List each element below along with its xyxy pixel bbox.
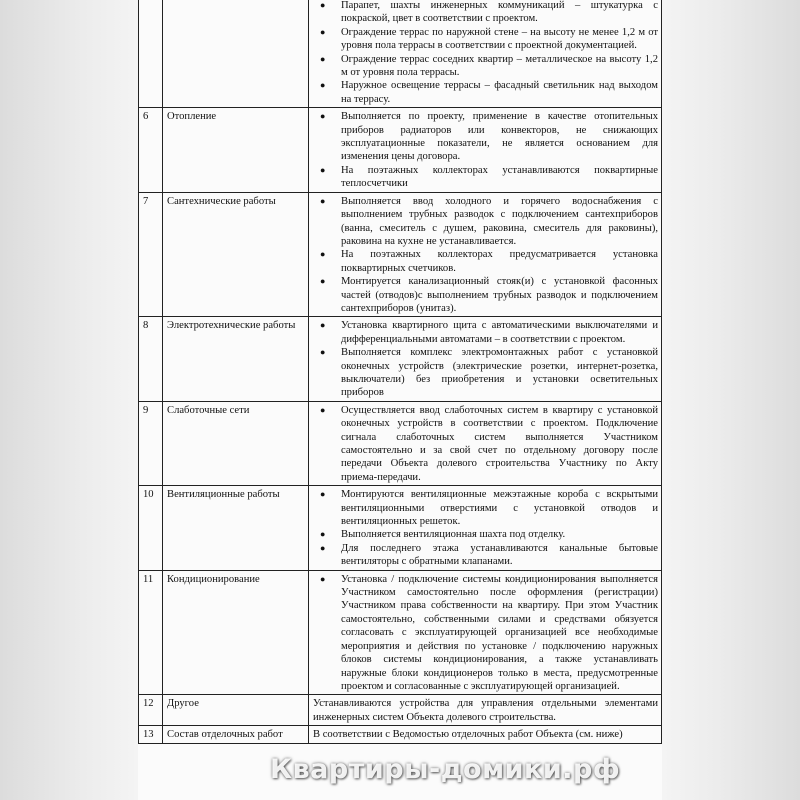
work-category: Другое: [163, 695, 309, 726]
table-row: [139, 108, 662, 192]
list-item: [313, 346, 658, 400]
list-item: [313, 488, 658, 528]
bullet-list: [313, 488, 658, 568]
work-category: Состав отделочных работ: [163, 726, 309, 743]
list-item: [313, 404, 658, 484]
list-item: [313, 528, 658, 541]
work-category: [163, 0, 309, 108]
list-item: [313, 164, 658, 191]
bullet-icon: ●: [320, 26, 326, 37]
work-category: Отопление: [163, 108, 309, 192]
background-left-margin: [0, 0, 138, 800]
row-number: 12: [139, 695, 163, 726]
bullet-icon: ●: [320, 489, 326, 500]
work-category: Электротехнические работы: [163, 317, 309, 401]
bullet-icon: ●: [320, 542, 326, 553]
work-description: [309, 192, 662, 317]
list-item: [313, 53, 658, 80]
list-item: [313, 542, 658, 569]
bullet-text: Выполняется вентиляционная шахта под отделку.: [341, 529, 566, 541]
row-number: 9: [139, 401, 163, 485]
work-description: [309, 401, 662, 485]
spec-table-body: [139, 0, 662, 743]
work-description: [309, 0, 662, 108]
bullet-text: Ограждение террас соседних квартир – металлическое на высоту 1,2 м от уровня пола террасы.: [341, 53, 658, 79]
list-item: [313, 319, 658, 346]
bullet-icon: ●: [320, 0, 326, 10]
bullet-icon: ●: [320, 573, 326, 584]
background-right-margin: [662, 0, 800, 800]
list-item: [313, 573, 658, 694]
bullet-text: Ограждение террас по наружной стене – на высоту не менее 1,2 м от уровня пола террасы в соответствии с проектной документацией.: [341, 26, 658, 52]
bullet-icon: ●: [320, 320, 326, 331]
row-number: 13: [139, 726, 163, 743]
bullet-list: [313, 0, 658, 106]
bullet-icon: ●: [320, 53, 326, 64]
row-number: 10: [139, 486, 163, 570]
bullet-text: Установка квартирного щита с автоматическими выключателями и дифференциальными автоматами – в соответствии с проектом.: [341, 320, 658, 345]
bullet-text: Осуществляется ввод слаботочных систем в квартиру с установкой оконечных устройств в соответствии с проектом. Подключение сигнала слаботочных систем выполняется Участником самостоятельно и за свой счет по отдельному договору после передачи Объекта долевого строительства Участнику по Акту приема-передачи.: [341, 404, 658, 483]
work-category: Слаботочные сети: [163, 401, 309, 485]
finishing-spec-table: [138, 0, 662, 744]
row-number: 8: [139, 317, 163, 401]
list-item: [313, 26, 658, 53]
table-row: [139, 192, 662, 317]
description-text: В соответствии с Ведомостью отделочных работ Объекта (см. ниже): [313, 729, 623, 741]
bullet-icon: ●: [320, 195, 326, 206]
bullet-list: [313, 573, 658, 694]
list-item: [313, 275, 658, 315]
bullet-text: На поэтажных коллекторах устанавливаются поквартирные теплосчетчики: [341, 164, 658, 190]
bullet-list: [313, 404, 658, 484]
bullet-icon: ●: [320, 347, 326, 358]
table-row: [139, 317, 662, 401]
bullet-icon: ●: [320, 80, 326, 91]
bullet-text: Наружное освещение террасы – фасадный светильник над выходом на террасу.: [341, 80, 658, 105]
work-category: Вентиляционные работы: [163, 486, 309, 570]
bullet-text: Для последнего этажа устанавливаются канальные бытовые вентиляторы с обратными клапанами.: [341, 542, 658, 568]
work-category: Кондиционирование: [163, 570, 309, 695]
bullet-icon: ●: [320, 164, 326, 175]
bullet-text: Установка / подключение системы кондиционирования выполняется Участником самостоятельно после оформления (регистрации) Участником права собственности на квартиру. При этом Участник самостоятельно, собственными силами и средствами обязуется согласовать с эксплуатирующей организацией все необходимые мероприятия и действия по установке / подключению наружных блоков системы кондиционирования, а также устанавливать наружные блоки кондиционеров только в места, предусмотренные проектом и согласованные с эксплуатирующей организацией.: [341, 573, 658, 692]
list-item: [313, 195, 658, 249]
work-description: [309, 108, 662, 192]
work-description: [309, 726, 662, 743]
list-item: [313, 0, 658, 26]
bullet-text: Выполняется комплекс электромонтажных работ с установкой оконечных устройств (электрические розетки, интернет-розетка, выключатели) без приобретения и установки осветительных приборов: [341, 347, 658, 399]
bullet-list: [313, 110, 658, 190]
row-number: 6: [139, 108, 163, 192]
bullet-text: Парапет, шахты инженерных коммуникаций – штукатурка с покраской, цвет в соответствии с проектом.: [341, 0, 658, 25]
table-row: [139, 401, 662, 485]
work-description: [309, 695, 662, 726]
table-row: [139, 726, 662, 743]
bullet-text: Выполняется по проекту, применение в качестве отопительных приборов радиаторов или конвекторов, не снижающих эксплуатационные показатели, не является основанием для изменения цены договора.: [341, 111, 658, 163]
row-number: 7: [139, 192, 163, 317]
bullet-text: Выполняется ввод холодного и горячего водоснабжения с выполнением трубных разводок с подключением сантехприборов (ванна, смеситель с душем, раковина, смеситель для раковины), раковина на кухне не устанавливается.: [341, 195, 658, 247]
table-row: [139, 695, 662, 726]
bullet-icon: ●: [320, 276, 326, 287]
list-item: [313, 110, 658, 164]
description-text: Устанавливаются устройства для управления отдельными элементами инженерных систем Объекта долевого строительства.: [313, 698, 658, 723]
list-item: [313, 79, 658, 106]
bullet-icon: ●: [320, 404, 326, 415]
bullet-text: Монтируются вентиляционные межэтажные короба с вскрытыми вентиляционными отверстиями с установкой отводов и вентиляционных решеток.: [341, 489, 658, 528]
list-item: [313, 248, 658, 275]
bullet-text: Монтируется канализационный стояк(и) с установкой фасонных частей (отводов)с выполнением трубных разводок и подключением сантехприборов (унитаз).: [341, 276, 658, 314]
bullet-icon: ●: [320, 111, 326, 122]
bullet-list: [313, 319, 658, 399]
bullet-text: На поэтажных коллекторах предусматривается установка поквартирных счетчиков.: [341, 249, 658, 274]
row-number: 11: [139, 570, 163, 695]
site-watermark: Квартиры-домики.рф: [270, 754, 621, 785]
work-description: [309, 317, 662, 401]
row-number: [139, 0, 163, 108]
bullet-icon: ●: [320, 529, 326, 540]
bullet-icon: ●: [320, 249, 326, 260]
work-description: [309, 486, 662, 570]
work-description: [309, 570, 662, 695]
work-category: Сантехнические работы: [163, 192, 309, 317]
bullet-list: [313, 195, 658, 316]
table-row: [139, 570, 662, 695]
table-row: [139, 0, 662, 108]
table-row: [139, 486, 662, 570]
